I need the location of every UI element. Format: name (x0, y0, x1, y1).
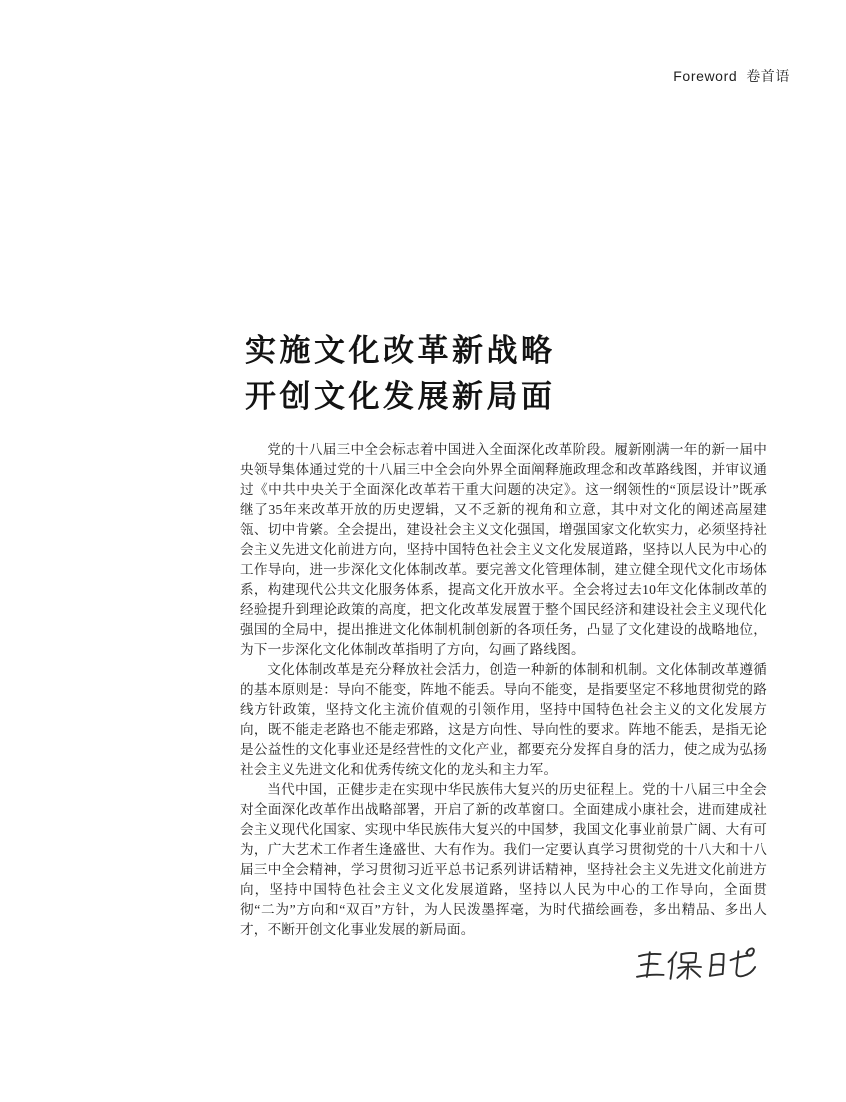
signature (636, 940, 764, 994)
body-paragraph-3: 当代中国，正健步走在实现中华民族伟大复兴的历史征程上。党的十八届三中全会对全面深化改革作出战略部署，开启了新的改革窗口。全面建成小康社会，进而建成社会主义现代化国家、实现中华民族伟大复兴的中国梦，我国文化事业前景广阔、大有可为，广大艺术工作者生逢盛世、大有作为。我们一定要认真学习贯彻党的十八大和十八届三中全会精神，学习贯彻习近平总书记系列讲话精神，坚持社会主义先进文化前进方向，坚持中国特色社会主义文化发展道路，坚持以人民为中心的工作导向，全面贯彻“二为”方向和“双百”方针，为人民泼墨挥毫，为时代描绘画卷，多出精品、多出人才，不断开创文化事业发展的新局面。 (240, 782, 767, 937)
body-paragraph-1: 党的十八届三中全会标志着中国进入全面深化改革阶段。履新刚满一年的新一届中央领导集体通过党的十八届三中全会向外界全面阐释施政理念和改革路线图，并审议通过《中共中央关于全面深化改革若干重大问题的决定》。这一纲领性的“顶层设计”既承继了35年来改革开放的历史逻辑，又不乏新的视角和立意，其中对文化的阐述高屋建瓴、切中肯綮。全会提出，建设社会主义文化强国，增强国家文化软实力，必须坚持社会主义先进文化前进方向，坚持中国特色社会主义文化发展道路，坚持以人民为中心的工作导向，进一步深化文化体制改革。要完善文化管理体制，建立健全现代文化市场体系，构建现代公共文化服务体系，提高文化开放水平。全会将过去10年文化体制改革的经验提升到理论政策的高度，把文化改革发展置于整个国民经济和建设社会主义现代化强国的全局中，提出推进文化体制机制创新的各项任务，凸显了文化建设的战略地位，为下一步深化文化体制改革指明了方向，勾画了路线图。 (240, 442, 767, 657)
body-paragraph-2: 文化体制改革是充分释放社会活力，创造一种新的体制和机制。文化体制改革遵循的基本原则是：导向不能变，阵地不能丢。导向不能变，是指要坚定不移地贯彻党的路线方针政策，坚持文化主流价值观的引领作用，坚持中国特色社会主义的文化发展方向，既不能走老路也不能走邪路，这是方向性、导向性的要求。阵地不能丢，是指无论是公益性的文化事业还是经营性的文化产业，都要充分发挥自身的活力，使之成为弘扬社会主义先进文化和优秀传统文化的龙头和主力军。 (240, 662, 767, 777)
title-line-1: 实施文化改革新战略 (245, 333, 556, 368)
article-title (245, 328, 556, 420)
foreword-label: Foreword 卷首语 (673, 68, 790, 84)
article-body (240, 440, 767, 940)
title-line-2: 开创文化发展新局面 (245, 379, 556, 414)
page-header (664, 50, 790, 86)
signature-handwriting-icon (636, 940, 764, 994)
